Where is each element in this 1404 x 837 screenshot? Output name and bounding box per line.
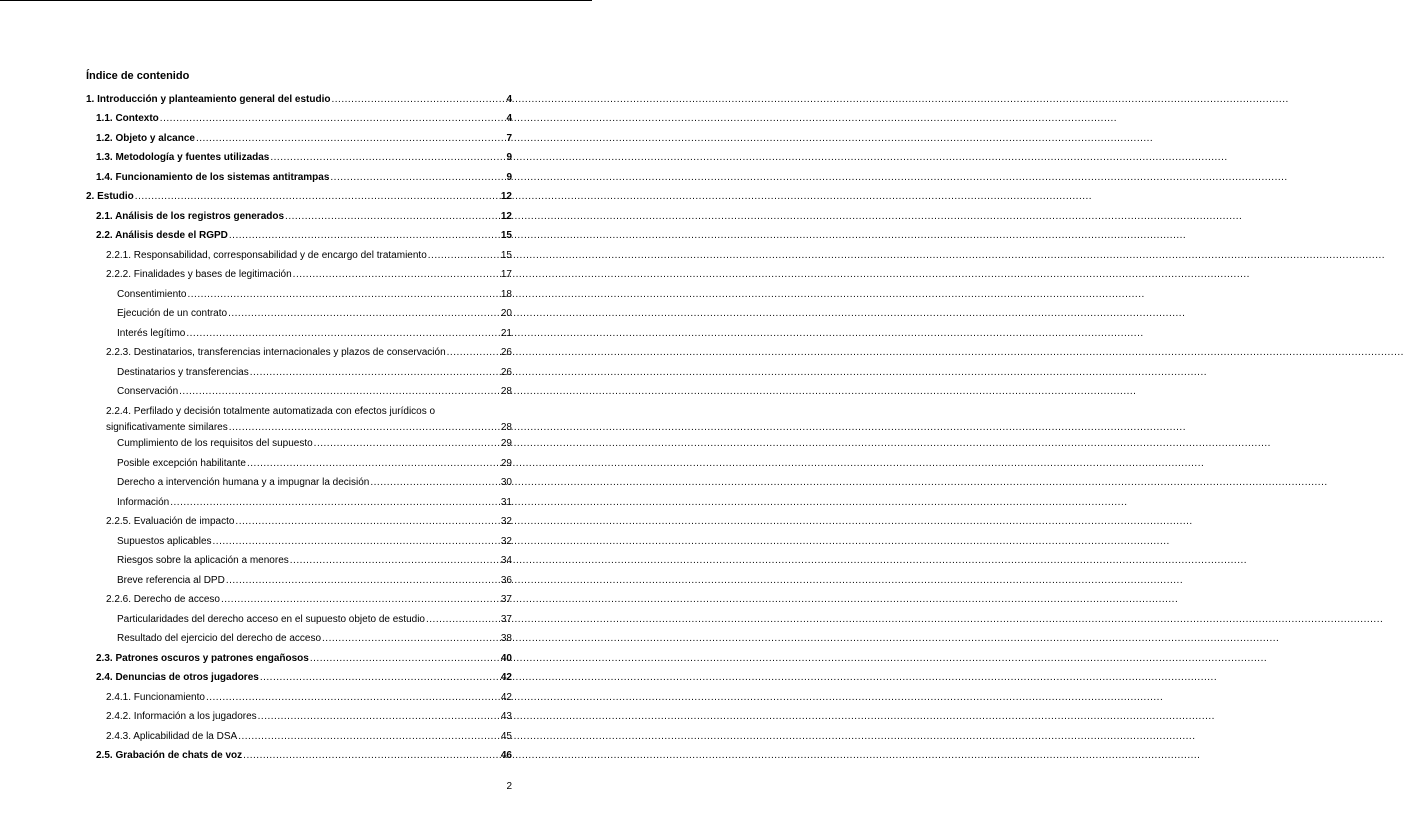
toc-leader xyxy=(186,327,500,341)
toc-leader xyxy=(229,229,500,243)
toc-entry-excepcion-habilitante[interactable] xyxy=(117,457,512,471)
toc-entry-1-3[interactable] xyxy=(96,151,512,165)
toc-entry-page: 42 xyxy=(500,672,512,683)
toc-leader xyxy=(322,632,500,646)
toc-leader xyxy=(293,268,500,282)
toc-entry-label: Información xyxy=(117,497,170,508)
toc-entry-page: 28 xyxy=(500,422,512,433)
toc-entry-referencia-dpd[interactable] xyxy=(117,574,512,588)
page-number: 2 xyxy=(506,781,512,792)
toc-leader xyxy=(135,190,500,204)
toc-entry-label: Supuestos aplicables xyxy=(117,536,212,547)
toc-entry-label: 2.2. Análisis desde el RGPD xyxy=(96,230,228,241)
toc-entry-page: 30 xyxy=(500,477,512,488)
toc-leader xyxy=(426,613,500,627)
toc-leader xyxy=(213,535,500,549)
toc-entry-interes-legitimo[interactable] xyxy=(117,327,512,341)
toc-leader xyxy=(314,437,500,451)
toc-leader xyxy=(270,151,505,165)
toc-entry-label: 2.2.6. Derecho de acceso xyxy=(106,594,220,605)
toc-leader xyxy=(229,421,500,435)
toc-entry-page: 28 xyxy=(500,386,512,397)
toc-entry-2-2[interactable] xyxy=(96,229,512,243)
toc-entry-page: 26 xyxy=(500,367,512,378)
toc-entry-label: 2.5. Grabación de chats de voz xyxy=(96,750,243,761)
toc-entry-2-4-1[interactable] xyxy=(106,691,512,705)
toc-entry-label: 2. Estudio xyxy=(86,191,134,202)
toc-entry-label: 2.4.3. Aplicabilidad de la DSA xyxy=(106,731,238,742)
toc-entry-label: Breve referencia al DPD xyxy=(117,575,225,586)
toc-entry-label: Interés legítimo xyxy=(117,328,186,339)
toc-entry-page: 43 xyxy=(500,711,512,722)
toc-entry-label: Riesgos sobre la aplicación a menores xyxy=(117,555,289,566)
toc-entry-label: 2.2.2. Finalidades y bases de legitimación xyxy=(106,269,292,280)
toc-entry-page: 38 xyxy=(500,633,512,644)
toc-entry-2-1[interactable] xyxy=(96,210,512,224)
toc-entry-1-2[interactable] xyxy=(96,132,512,146)
toc-entry-2[interactable] xyxy=(86,190,512,204)
toc-leader xyxy=(330,171,505,185)
toc-entry-page: 32 xyxy=(500,516,512,527)
toc-entry-cumplimiento-requisitos[interactable] xyxy=(117,437,512,451)
toc-leader xyxy=(258,710,500,724)
toc-entry-2-4-3[interactable] xyxy=(106,730,512,744)
toc-entry-page: 37 xyxy=(500,614,512,625)
toc-entry-page: 31 xyxy=(500,497,512,508)
toc-entry-label: 2.3. Patrones oscuros y patrones engañosos xyxy=(96,653,309,664)
toc-entry-riesgos-menores[interactable] xyxy=(117,554,512,568)
toc-leader xyxy=(290,554,500,568)
toc-leader xyxy=(428,249,500,263)
toc-leader xyxy=(196,132,506,146)
toc-entry-page: 29 xyxy=(500,438,512,449)
toc-leader xyxy=(179,385,500,399)
toc-entry-2-4-2[interactable] xyxy=(106,710,512,724)
toc-entry-2-2-4[interactable] xyxy=(106,405,512,435)
toc-entry-label: 1.2. Objeto y alcance xyxy=(96,133,195,144)
toc-leader xyxy=(247,457,500,471)
top-border-line xyxy=(0,0,592,1)
toc-leader xyxy=(260,671,500,685)
toc-entry-page: 17 xyxy=(500,269,512,280)
toc-entry-page: 4 xyxy=(506,94,512,105)
toc-entry-label: 2.1. Análisis de los registros generados xyxy=(96,211,285,222)
toc-leader xyxy=(226,574,500,588)
toc-entry-label: 2.2.3. Destinatarios, transferencias internacionales y plazos de conservación xyxy=(106,347,446,358)
toc-entry-label: Particularidades del derecho acceso en el supuesto objeto de estudio xyxy=(117,614,425,625)
toc-leader xyxy=(187,288,499,302)
toc-title: Índice de contenido xyxy=(86,70,190,82)
toc-leader xyxy=(228,307,500,321)
toc-entry-label: 2.4.1. Funcionamiento xyxy=(106,692,205,703)
toc-entry-1-4[interactable] xyxy=(96,171,512,185)
toc-leader xyxy=(221,593,500,607)
toc-entry-label: Conservación xyxy=(117,386,179,397)
toc-leader xyxy=(250,366,500,380)
toc-leader xyxy=(310,652,500,666)
toc-entry-2-3[interactable] xyxy=(96,652,512,666)
toc-entry-label: 1. Introducción y planteamiento general del estudio xyxy=(86,94,331,105)
toc-entry-page: 42 xyxy=(500,692,512,703)
toc-entry-1[interactable] xyxy=(86,93,512,107)
toc-entry-page: 34 xyxy=(500,555,512,566)
toc-entry-page: 18 xyxy=(500,289,512,300)
toc-leader xyxy=(170,496,500,510)
toc-entry-2-2-5[interactable] xyxy=(106,515,512,529)
toc-entry-label: Posible excepción habilitante xyxy=(117,458,246,469)
toc-entry-label: 1.4. Funcionamiento de los sistemas antitrampas xyxy=(96,172,330,183)
toc-entry-label: Consentimiento xyxy=(117,289,187,300)
toc-entry-page: 45 xyxy=(500,731,512,742)
toc-entry-particularidades-acceso[interactable] xyxy=(117,613,512,627)
toc-entry-page: 4 xyxy=(506,113,512,124)
toc-entry-2-4[interactable] xyxy=(96,671,512,685)
toc-entry-label: Ejecución de un contrato xyxy=(117,308,228,319)
toc-entry-label: 1.1. Contexto xyxy=(96,113,159,124)
toc-entry-label: Cumplimiento de los requisitos del supuesto xyxy=(117,438,313,449)
toc-entry-label: 2.4.2. Información a los jugadores xyxy=(106,711,257,722)
toc-entry-resultado-acceso[interactable] xyxy=(117,632,512,646)
toc-entry-page: 15 xyxy=(500,230,512,241)
toc-leader xyxy=(447,346,500,360)
toc-entry-2-2-3[interactable] xyxy=(106,346,512,360)
toc-entry-conservacion[interactable] xyxy=(117,385,512,399)
toc-entry-label: 2.2.1. Responsabilidad, corresponsabilidad y de encargo del tratamiento xyxy=(106,250,427,261)
toc-entry-page: 46 xyxy=(500,750,512,761)
toc-entry-ejecucion-contrato[interactable] xyxy=(117,307,512,321)
toc-entry-page: 40 xyxy=(500,653,512,664)
toc-entry-intervencion-humana[interactable] xyxy=(117,476,512,490)
toc-entry-label: Derecho a intervención humana y a impugnar la decisión xyxy=(117,477,370,488)
toc-entry-label-line1: 2.2.4. Perfilado y decisión totalmente automatizada con efectos jurídicos o xyxy=(106,406,436,417)
toc-entry-label: 2.2.5. Evaluación de impacto xyxy=(106,516,235,527)
toc-entry-label-line2: significativamente similares xyxy=(106,422,228,433)
toc-leader xyxy=(243,749,500,763)
toc-entry-label: 1.3. Metodología y fuentes utilizadas xyxy=(96,152,270,163)
toc-entry-page: 20 xyxy=(500,308,512,319)
toc-entry-2-2-2[interactable] xyxy=(106,268,512,282)
toc-entry-page: 37 xyxy=(500,594,512,605)
toc-entry-page: 15 xyxy=(500,250,512,261)
toc-entry-consentimiento[interactable] xyxy=(117,288,512,302)
toc-entry-label: Destinatarios y transferencias xyxy=(117,367,249,378)
toc-leader xyxy=(160,112,506,126)
toc-entry-page: 12 xyxy=(500,211,512,222)
toc-entry-2-2-1[interactable] xyxy=(106,249,512,263)
toc-leader xyxy=(285,210,500,224)
toc-leader xyxy=(238,730,500,744)
toc-entry-page: 36 xyxy=(500,575,512,586)
toc-leader xyxy=(332,93,506,107)
toc-entry-1-1[interactable] xyxy=(96,112,512,126)
toc-entry-2-5[interactable] xyxy=(96,749,512,763)
toc-entry-destinatarios[interactable] xyxy=(117,366,512,380)
toc-entry-page: 29 xyxy=(500,458,512,469)
toc-entry-2-2-6[interactable] xyxy=(106,593,512,607)
toc-entry-label: 2.4. Denuncias de otros jugadores xyxy=(96,672,259,683)
toc-entry-page: 12 xyxy=(500,191,512,202)
toc-entry-page: 26 xyxy=(500,347,512,358)
toc-entry-label: Resultado del ejercicio del derecho de acceso xyxy=(117,633,322,644)
toc-entry-informacion[interactable] xyxy=(117,496,512,510)
toc-entry-page: 21 xyxy=(500,328,512,339)
toc-entry-page: 32 xyxy=(500,536,512,547)
toc-entry-page: 9 xyxy=(506,172,512,183)
toc-leader xyxy=(370,476,500,490)
toc-entry-supuestos-aplicables[interactable] xyxy=(117,535,512,549)
toc-leader xyxy=(206,691,500,705)
toc-entry-page: 9 xyxy=(506,152,512,163)
toc-entry-page: 7 xyxy=(506,133,512,144)
toc-leader xyxy=(235,515,499,529)
